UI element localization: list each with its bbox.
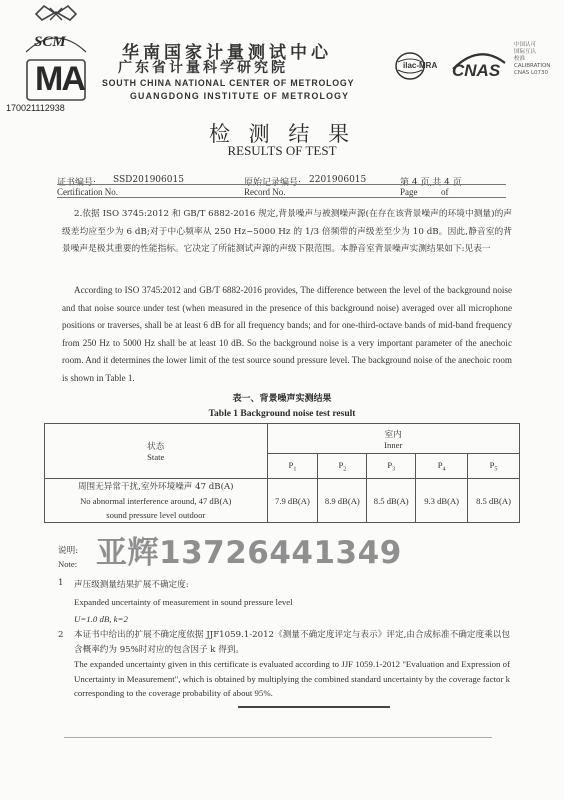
footer-rule: [64, 737, 492, 738]
ilac-mra-logo: [392, 48, 442, 82]
org-name-en-2: GUANGDONG INSTITUTE OF METROLOGY: [130, 91, 350, 101]
org-name-cn-2: 广东省计量科学研究院: [118, 60, 288, 76]
paragraph-en: According to ISO 3745:2012 and GB/T 6882-2016 provides, The difference between the level of the background noise and that noise source under test (when measured in the presence of this background noise) averaged over all microphone positions or traverses, shall be at least 6 dB for all frequency bands; and for one-third-octave bands of mid-band frequency from 250 Hz to 5000 Hz shall be at least 10 dB. So the background noise is a very important parameter of the anechoic room. And it determines the lower limit of the test source sound pressure level. The background noise of the anechoic room is shown in Table 1.: [62, 285, 512, 383]
state-header-cell: [45, 424, 268, 479]
note-2-cn: 本证书中给出的扩展不确定度依据 JJF1059.1-2012《测量不确定度评定与表示》评定,由合成标准不确定度乘以包含概率约为 95%时对应的包含因子 k 得到。: [74, 630, 510, 655]
accreditation-line: 国际互认: [514, 49, 537, 55]
position-header: [416, 454, 468, 479]
meta-rule-2: [57, 197, 506, 198]
value-cell: 7.9 dB(A): [267, 479, 318, 523]
value-cell: 9.3 dB(A): [416, 479, 468, 523]
position-label: P: [288, 459, 294, 470]
inner-header-cell: [267, 424, 520, 454]
cert-label-en: Certification No.: [57, 187, 118, 197]
state-cell: [45, 479, 268, 523]
notes-label-cn: 说明:: [58, 546, 79, 556]
seal-number: 170021112938: [6, 103, 65, 113]
cert-label-cn: 证书编号:: [57, 178, 97, 188]
position-label: P: [489, 459, 495, 470]
notes-label-en: Note:: [58, 559, 78, 569]
cert-value: SSD201906015: [113, 175, 184, 185]
seal-ma-text: MA: [35, 60, 84, 98]
position-label: P: [387, 459, 393, 470]
record-label-cn: 原始记录编号:: [244, 178, 302, 188]
table-caption-en: Table 1 Background noise test result: [208, 409, 356, 419]
cma-seal: [14, 4, 98, 118]
position-index: 2: [343, 466, 347, 473]
note-1-value: U=1.0 dB, k=2: [74, 614, 128, 624]
background-noise-table: [44, 423, 520, 523]
page-cn: 第 4 页,共 4 页: [400, 178, 462, 188]
note-2-en: The expanded uncertainty given in this certificate is evaluated according to JJF 1059.1-2012 "Evaluation and Expression of Uncertainty in Measurement", which is obtained by multiplying the combined standard uncertainty by the coverage factor k corresponding to the coverage probability of about 95%.: [74, 659, 510, 698]
page-en-1: Page: [400, 187, 418, 197]
value-cell: 8.9 dB(A): [318, 479, 367, 523]
value-cell: 8.5 dB(A): [367, 479, 416, 523]
value-cell: 8.5 dB(A): [468, 479, 520, 523]
accreditation-line: 校准: [514, 56, 526, 62]
watermark-text: 亚辉13726441349: [96, 535, 402, 571]
note-1-cn: 声压级测量结果扩展不确定度:: [74, 580, 189, 590]
title-en: RESULTS OF TEST: [227, 143, 337, 158]
inner-header-en: Inner: [384, 439, 403, 450]
org-name-en-1: SOUTH CHINA NATIONAL CENTER OF METROLOGY: [102, 78, 355, 88]
note-2-number: 2: [58, 630, 64, 640]
position-label: P: [338, 459, 344, 470]
cnas-text: CNAS: [452, 61, 501, 80]
title-cn: 检 测 结 果: [208, 122, 356, 146]
note-1-en: Expanded uncertainty of measurement in sound pressure level: [74, 597, 293, 607]
page-en-2: of: [441, 187, 449, 197]
accreditation-line: 中国认可: [514, 42, 537, 48]
record-label-en: Record No.: [244, 187, 286, 197]
position-index: 4: [442, 466, 446, 473]
org-name-cn-1: 华南国家计量测试中心: [122, 43, 332, 63]
position-index: 5: [494, 466, 498, 473]
state-header-en: State: [147, 452, 165, 462]
position-index: 3: [392, 466, 396, 473]
record-value: 2201906015: [309, 175, 367, 185]
meta-rule: [57, 184, 506, 185]
ilac-text: ilac-MRA: [403, 61, 438, 70]
inner-header-cn: 室内: [384, 429, 402, 440]
position-header: [468, 454, 520, 479]
seal-scm-text: SCM: [34, 34, 66, 50]
accreditation-line: CALIBRATION: [514, 63, 551, 69]
table-row: [45, 479, 520, 523]
state-header-cn: 状态: [147, 442, 165, 452]
table-caption-cn: 表一、背景噪声实测结果: [232, 394, 332, 404]
state-cn: 周围无异常干扰,室外环境噪声 47 dB(A): [77, 481, 234, 492]
position-label: P: [437, 459, 443, 470]
position-index: 1: [293, 466, 297, 473]
note-1-number: 1: [58, 578, 64, 588]
end-of-report-line: [238, 706, 390, 708]
paragraph-cn: 2.依据 ISO 3745:2012 和 GB/T 6882-2016 规定,背景噪声与被测噪声源(在存在该背景噪声的环境中测量)的声级差均应至少为 6 dB;对于中心频率从 250 Hz~5000 Hz 的 1/3 倍频带的声级差至少为 10 dB。因此,静音室的背景噪声是极其重要的性能指标。它决定了所能测试声源的声级下限范围。本静音室背景噪声实测结果如下:见表一: [62, 209, 512, 254]
cnas-logo: [449, 47, 509, 87]
position-header: [367, 454, 416, 479]
state-en: No abnormal interference around, 47 dB(A) sound pressure level outdoor: [80, 495, 232, 520]
position-header: [267, 454, 318, 479]
accreditation-line: CNAS L0730: [514, 70, 549, 76]
accreditation-text: [514, 42, 562, 77]
position-header: [318, 454, 367, 479]
